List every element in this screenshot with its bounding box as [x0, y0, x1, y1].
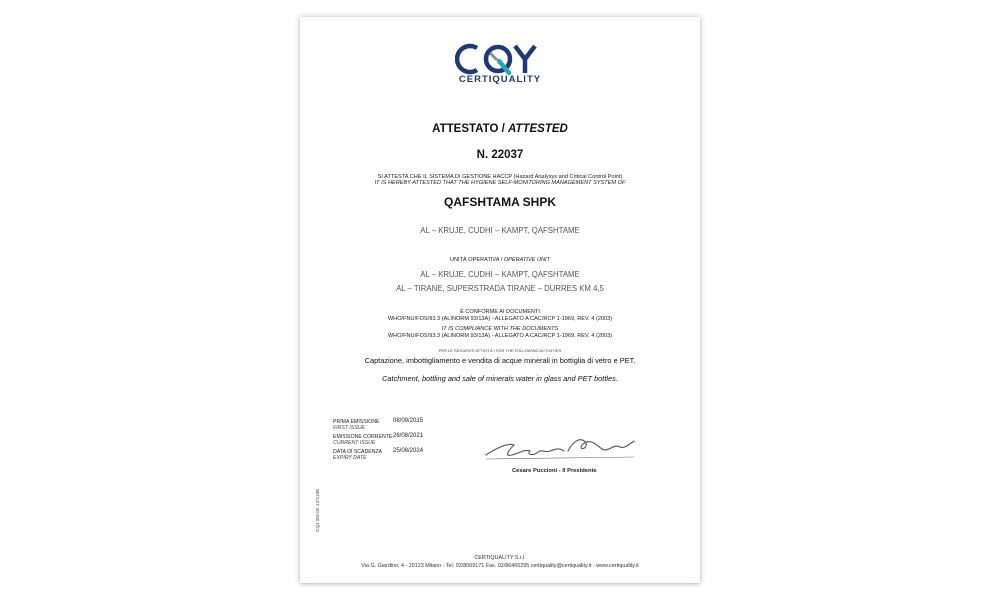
conform-label-it: È CONFORME AI DOCUMENTI [460, 309, 540, 315]
expiry-label: DATA DI SCADENZA [333, 449, 383, 455]
attest-text-en: IT IS HEREBY ATTESTED THAT THE HYGIENE SELF-MONITORING MANAGEMENT SYSTEM OF [374, 180, 626, 186]
operative-unit-label: UNITÀ OPERATIVA / OPERATIVE UNIT [449, 257, 551, 263]
signer-name: Cesare Puccioni - Il Presidente [512, 468, 597, 474]
documents-it: WHO/FNU/FOS/93.3 (ALINORM 93/13A) - ALLEGATO A CAC/RCP 1-1969, REV. 4 (2003) [387, 316, 613, 322]
activity-text-it: Captazione, imbottigliamento e vendita di acque minerali in bottiglia di vetro e PET. [364, 356, 636, 365]
first-issue-label: PRIMA EMISSIONE [333, 419, 380, 425]
certificate-title: ATTESTATO / ATTESTED [432, 123, 568, 135]
signature-icon [478, 429, 648, 465]
first-issue-label-en: FIRST ISSUE [333, 425, 365, 431]
certiquality-logo-icon [455, 42, 545, 76]
brand-name: CERTIQUALITY [458, 74, 542, 85]
expiry-date: 25/08/2024 [393, 448, 424, 454]
certificate-number: N. 22037 [476, 149, 524, 161]
current-issue-label-en: CURRENT ISSUE [333, 440, 376, 446]
company-name: QAFSHTAMA SHPK [444, 195, 556, 209]
current-issue-date: 26/08/2021 [393, 433, 424, 439]
activity-text-en: Catchment, bottling and sale of minerals water in glass and PET bottles. [382, 374, 618, 383]
certificate-page [300, 17, 700, 583]
attest-text-it: SI ATTESTA CHE IL SISTEMA DI GESTIONE HACCP (Hazard Analysys and Critical Control Point) [377, 174, 623, 180]
operative-unit-1: AL – KRUJE, CUDHI – KAMPT, QAFSHTAME [420, 270, 580, 279]
current-issue-label: EMISSIONE CORRENTE [333, 434, 393, 440]
documents-en: WHO/FNU/FOS/93.3 (ALINORM 93/13A) - ALLEGATO A CAC/RCP 1-1969, REV. 4 (2003) [387, 333, 613, 339]
side-code: CQ1 ED.02 12/1108 [316, 489, 321, 532]
first-issue-date: 08/09/2015 [393, 418, 424, 424]
expiry-label-en: EXPIRY DATE [333, 455, 367, 461]
activities-label: PER LE SEGUENTI ATTIVITÀ / FOR THE FOLLOWING ACTIVITIES [438, 348, 562, 353]
footer-address: Via G. Giardino, 4 - 20123 Milano - Tel. 02/8069171 Fax. 02/86465295 certiquality@certiquality.it - www.certiquality.it [361, 563, 639, 569]
conform-label-en: IT IS COMPLIANCE WITH THE DOCUMENTS [441, 326, 559, 332]
operative-unit-2: AL – TIRANE, SUPERSTRADA TIRANE – DURRES KM 4,5 [396, 284, 604, 293]
company-address: AL – KRUJE, CUDHI – KAMPT, QAFSHTAME [420, 226, 580, 235]
footer-company: CERTIQUALITY S.r.l. [474, 555, 526, 561]
